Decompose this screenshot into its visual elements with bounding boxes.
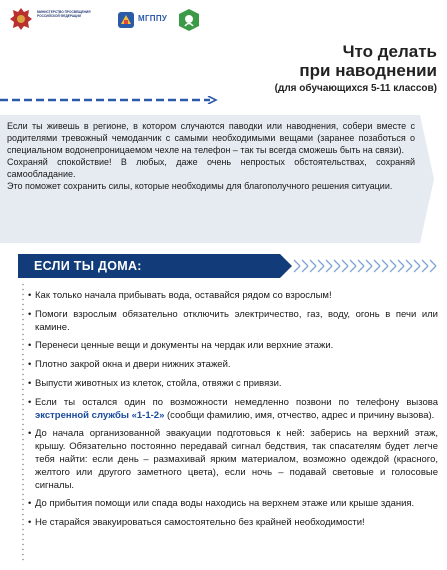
intro-text — [7, 120, 415, 192]
intro-paragraph-3: Это поможет сохранить силы, которые необходимы для благополучного решения ситуации. — [7, 181, 393, 191]
title-subtitle: (для обучающихся 5-11 классов) — [274, 83, 437, 94]
ministry-name: МИНИСТЕРСТВО ПРОСВЕЩЕНИЯ РОССИЙСКОЙ ФЕДЕРАЦИИ — [37, 10, 91, 18]
list-item-4: • Плотно закрой окна и двери нижних этажей. — [28, 359, 438, 372]
list-item-6-text-b: (сообщи фамилию, имя, отчество, адрес и причину вызова). — [164, 409, 435, 421]
section-banner-arrow — [280, 254, 292, 278]
mgppu-logo-icon — [118, 12, 134, 28]
list-item-6-text-a: Если ты остался один по возможности немедленно позвони по телефону вызова — [35, 396, 438, 408]
dashed-arrow-decoration — [0, 96, 218, 104]
intro-panel-chevron — [420, 115, 434, 243]
mgppu-name: МГППУ — [138, 14, 168, 23]
ministry-emblem-icon — [8, 6, 34, 32]
list-item-2: • Помоги взрослым обязательно отключить электричество, газ, воду, огонь в печи или камине. — [28, 309, 438, 335]
title-line-2: при наводнении — [299, 61, 437, 80]
hatch-decoration — [292, 258, 442, 274]
instructions-list — [28, 290, 438, 530]
intro-paragraph-2: Сохраняй спокойствие! В любых, даже очень непростых обстоятельствах, сохраняй самообладание. — [7, 157, 415, 179]
dotted-divider — [22, 282, 24, 562]
page-title — [187, 42, 437, 94]
list-item-1: • Как только начала прибывать вода, оставайся рядом со взрослым! — [28, 290, 438, 303]
list-item-9: • Не старайся эвакуироваться самостоятельно без крайней необходимости! — [28, 517, 438, 530]
list-item-7: • До начала организованной эвакуации подготовься к ней: заберись на верхний этаж, крышу. Обязательно постоянно передавай сигнал бедствия, так спасателям будет легче тебя найти: если день – размахивай ярким материалом, возможно одеждой (красного, желтого или другого заметного цвета), если ночь – подавай световые и голосовые сигналы. — [28, 428, 438, 492]
list-item-6 — [28, 397, 438, 423]
list-item-3: • Перенеси ценные вещи и документы на чердак или верхние этажи. — [28, 340, 438, 353]
title-line-1: Что делать — [342, 42, 437, 61]
emergency-number: экстренной службы «1-1-2» — [35, 409, 165, 421]
list-item-5: • Выпусти животных из клеток, стойла, отвяжи с привязи. — [28, 378, 438, 391]
psychology-center-logo-icon — [178, 8, 200, 32]
logo-bar — [0, 0, 447, 38]
list-item-8: • До прибытия помощи или спада воды находись на верхнем этаже или крыше здания. — [28, 498, 438, 511]
section-title: ЕСЛИ ТЫ ДОМА: — [34, 259, 142, 273]
intro-paragraph-1: Если ты живешь в регионе, в котором случаются паводки или наводнения, собери вместе с родителями тревожный чемоданчик с самыми необходимыми вещами (заранее позаботься о специальном водонепроницаемом чехле на телефон – так ты всегда сможешь быть на связи). — [7, 121, 415, 155]
